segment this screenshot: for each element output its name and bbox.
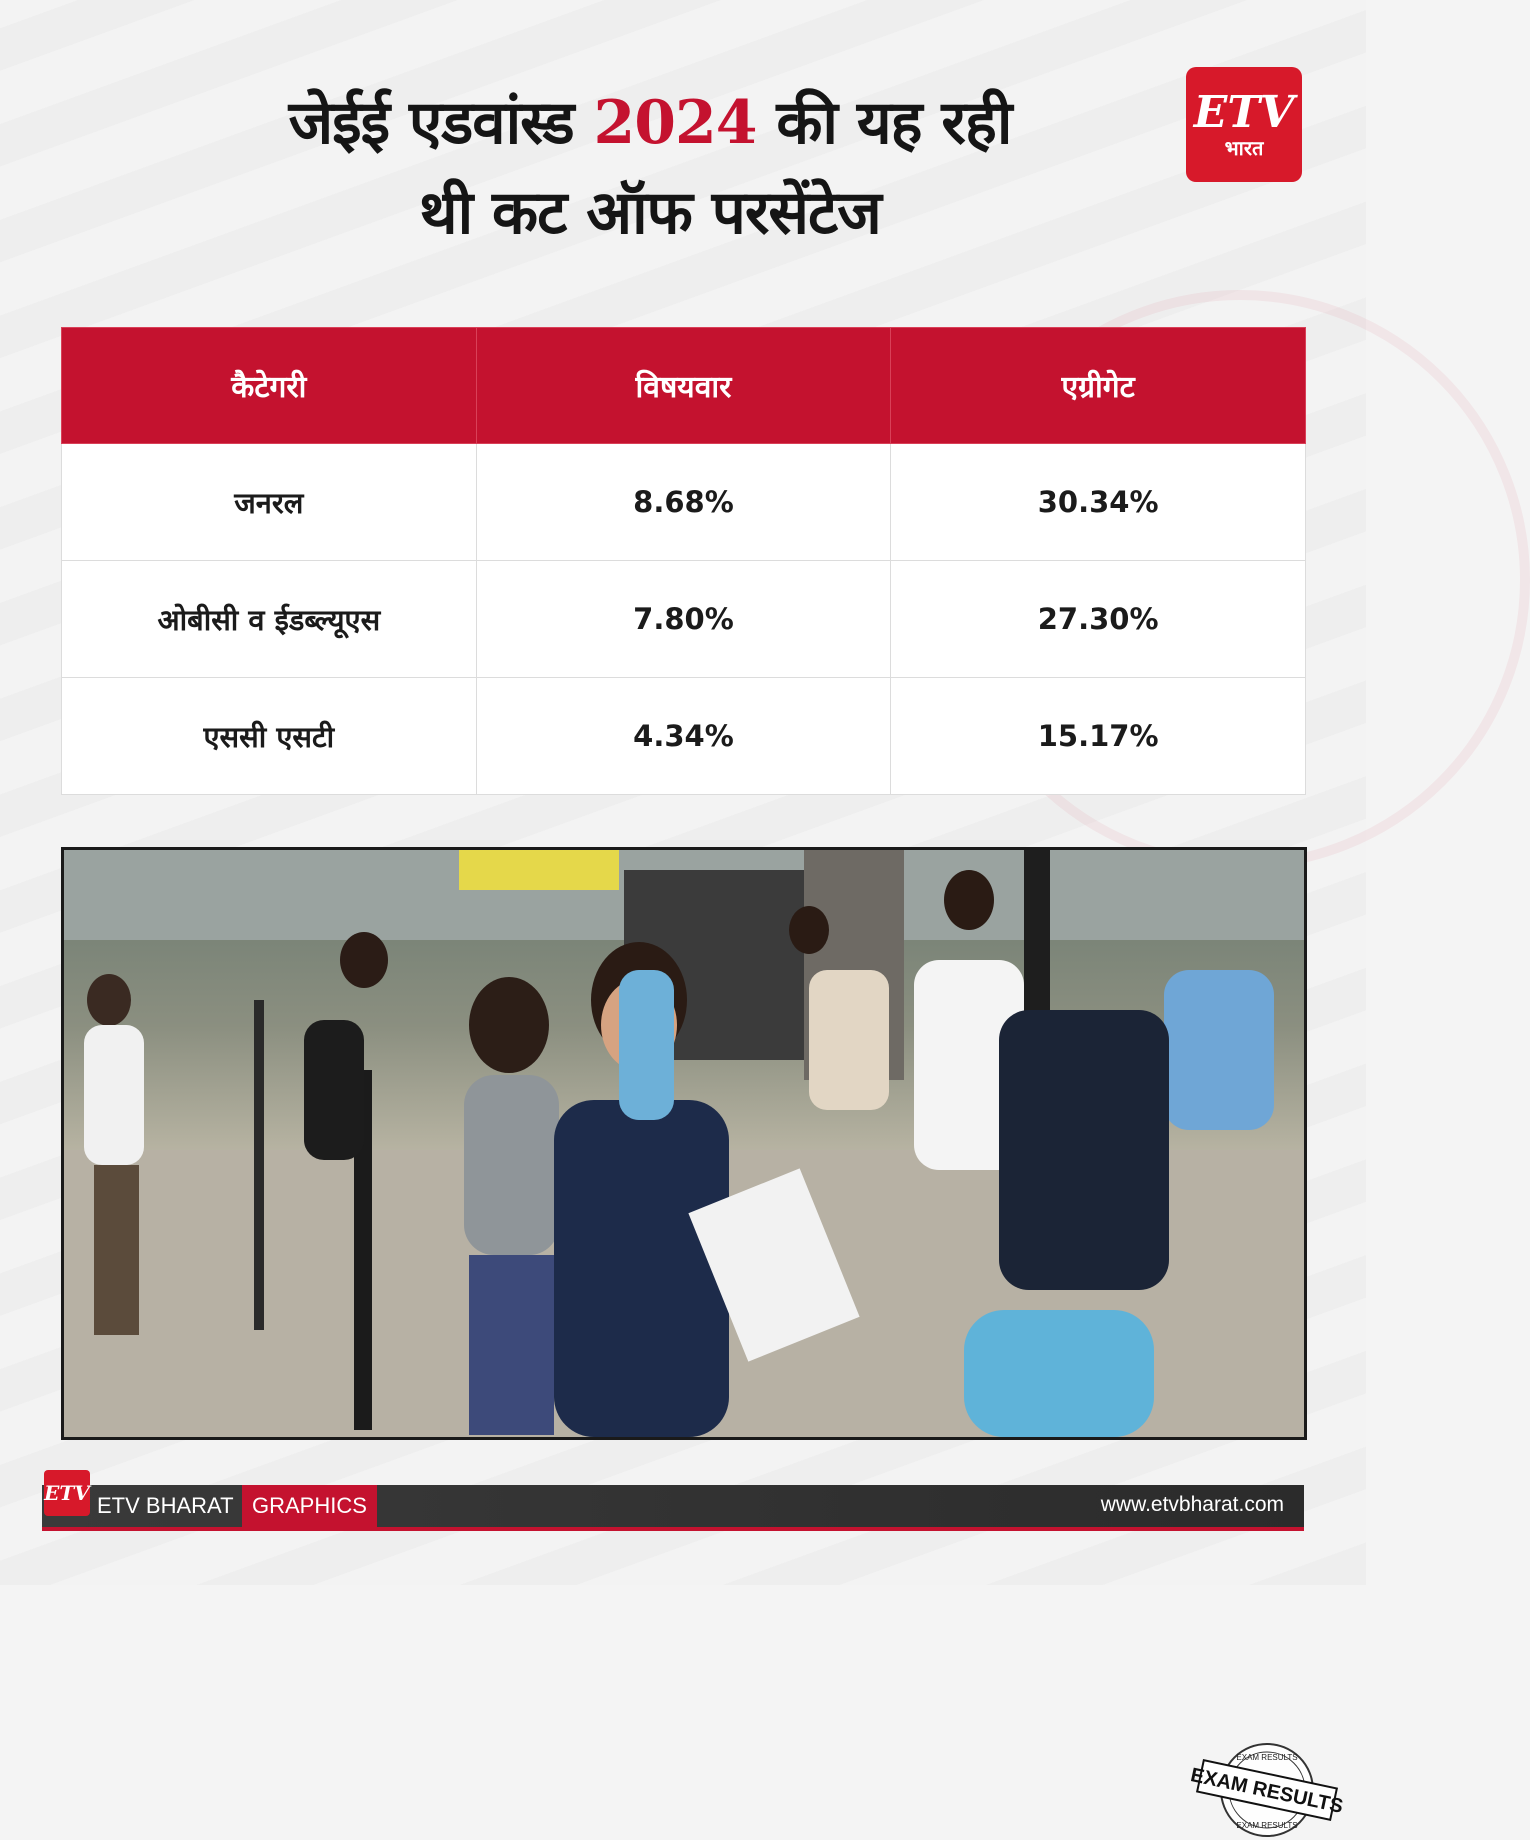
header-category: कैटेगरी bbox=[62, 328, 477, 444]
cell-subjectwise: 8.68% bbox=[476, 444, 891, 561]
cell-category: जनरल bbox=[62, 444, 477, 561]
cell-category: ओबीसी व ईडब्ल्यूएस bbox=[62, 561, 477, 678]
header-aggregate: एग्रीगेट bbox=[891, 328, 1306, 444]
cutoff-table bbox=[61, 327, 1306, 795]
cell-aggregate: 30.34% bbox=[891, 444, 1306, 561]
photo-illustration bbox=[64, 850, 1304, 1437]
title-line-1 bbox=[160, 78, 1140, 168]
cell-aggregate: 27.30% bbox=[891, 561, 1306, 678]
footer-graphics-label: GRAPHICS bbox=[242, 1485, 377, 1527]
page-title bbox=[160, 78, 1140, 258]
logo-sub: भारत bbox=[1224, 135, 1264, 160]
table-row bbox=[62, 561, 1306, 678]
table-row bbox=[62, 678, 1306, 795]
stamp-top-text: EXAM RESULTS bbox=[1236, 1753, 1298, 1762]
stamp-main-text: EXAM RESULTS bbox=[1188, 1764, 1345, 1818]
logo-mark: ETV bbox=[1193, 86, 1295, 138]
title-line-2: थी कट ऑफ परसेंटेज bbox=[419, 178, 881, 248]
cell-subjectwise: 7.80% bbox=[476, 561, 891, 678]
header-subjectwise: विषयवार bbox=[476, 328, 891, 444]
cell-subjectwise: 4.34% bbox=[476, 678, 891, 795]
title-suffix: की यह रही bbox=[756, 88, 1012, 158]
footer-website-link[interactable]: www.etvbharat.com bbox=[1100, 1493, 1284, 1516]
footer-etv-logo: ETV bbox=[44, 1470, 90, 1516]
table-header-row bbox=[62, 328, 1306, 444]
cell-aggregate: 15.17% bbox=[891, 678, 1306, 795]
cell-category: एससी एसटी bbox=[62, 678, 477, 795]
title-prefix: जेईई एडवांस्ड bbox=[288, 88, 594, 158]
etv-bharat-logo bbox=[1186, 67, 1302, 182]
footer-brand: ETV BHARAT bbox=[97, 1493, 234, 1518]
title-year: 2024 bbox=[593, 88, 757, 158]
exam-results-stamp bbox=[1188, 1740, 1345, 1840]
stamp-bottom-text: EXAM RESULTS bbox=[1236, 1821, 1298, 1830]
table-row bbox=[62, 444, 1306, 561]
